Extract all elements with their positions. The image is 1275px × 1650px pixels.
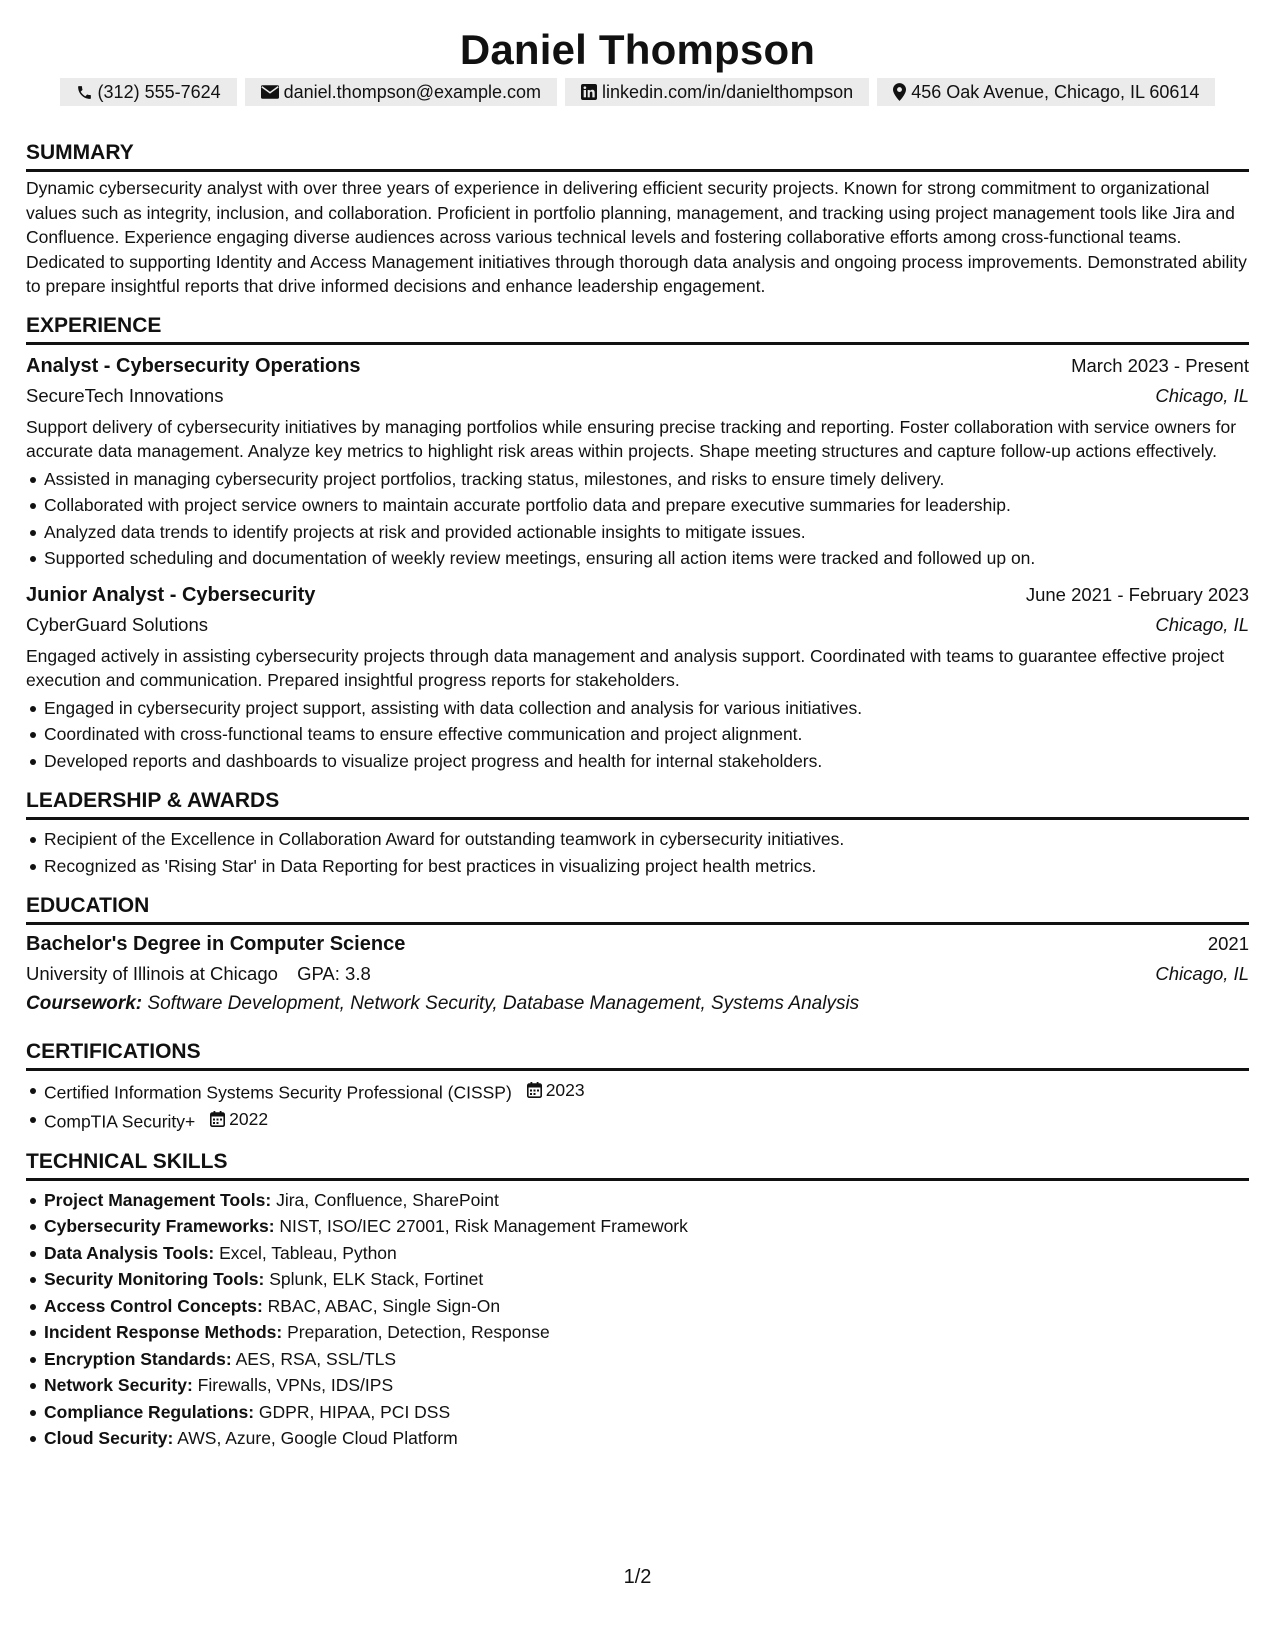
cert-date: [210, 1106, 268, 1133]
job-location: Chicago, IL: [1155, 384, 1249, 406]
address-chip[interactable]: [877, 78, 1215, 106]
skill-item: [26, 1187, 1249, 1214]
list-item: [26, 1106, 1249, 1135]
education-section: [26, 893, 1249, 1019]
resume-page: [26, 0, 1249, 1452]
skill-item: [26, 1213, 1249, 1240]
skill-label: Cybersecurity Frameworks:: [44, 1216, 275, 1236]
school-name: University of Illinois at Chicago: [26, 963, 278, 984]
section-heading: EDUCATION: [26, 893, 1249, 925]
school-location: Chicago, IL: [1155, 963, 1249, 984]
skill-label: Cloud Security:: [44, 1428, 174, 1448]
phone-icon: [76, 84, 93, 101]
list-item: Recipient of the Excellence in Collaboration Award for outstanding teamwork in cybersecurity initiatives.: [26, 826, 1249, 853]
coursework-line: [26, 989, 1249, 1019]
list-item: Coordinated with cross-functional teams to ensure effective communication and project alignment.: [26, 721, 1249, 748]
skill-value: GDPR, HIPAA, PCI DSS: [258, 1401, 451, 1422]
skill-item: [26, 1372, 1249, 1399]
gpa: GPA: 3.8: [297, 963, 371, 984]
calendar-icon: [210, 1111, 225, 1127]
skill-label: Access Control Concepts:: [44, 1295, 263, 1316]
cert-year-text: 2023: [545, 1080, 585, 1100]
experience-section: [26, 313, 1249, 775]
skill-item: [26, 1319, 1249, 1346]
linkedin-icon: [581, 84, 597, 100]
phone-text: (312) 555-7624: [97, 81, 221, 102]
linkedin-chip[interactable]: [565, 78, 869, 106]
skill-item: [26, 1425, 1249, 1452]
job-dates: June 2021 - February 2023: [1025, 583, 1249, 605]
list-item: Engaged in cybersecurity project support, assisting with data collection and analysis for various initiatives.: [26, 695, 1249, 722]
list-item: Assisted in managing cybersecurity project portfolios, tracking status, milestones, and risks to ensure timely delivery.: [26, 466, 1249, 493]
list-item: Supported scheduling and documentation of weekly review meetings, ensuring all action items were tracked and followed up on.: [26, 545, 1249, 572]
graduation-year: 2021: [1207, 933, 1249, 954]
linkedin-text: linkedin.com/in/danielthompson: [602, 81, 854, 102]
skill-item: [26, 1266, 1249, 1293]
map-marker-icon: [893, 83, 906, 101]
skills-list: [26, 1187, 1249, 1452]
skill-item: [26, 1293, 1249, 1320]
awards-section: [26, 788, 1249, 879]
address-text: 456 Oak Avenue, Chicago, IL 60614: [911, 81, 1200, 102]
skill-item: [26, 1240, 1249, 1267]
job-entry: [26, 580, 1249, 775]
cert-date: [527, 1077, 585, 1104]
job-title: Junior Analyst - Cybersecurity: [26, 583, 316, 606]
contact-bar: [26, 78, 1249, 106]
email-chip[interactable]: [245, 78, 557, 106]
skill-value: AWS, Azure, Google Cloud Platform: [177, 1428, 458, 1448]
phone-chip[interactable]: [60, 78, 237, 106]
summary-section: [26, 140, 1249, 299]
company-name: SecureTech Innovations: [26, 384, 224, 406]
section-heading: CERTIFICATIONS: [26, 1039, 1249, 1071]
skill-value: AES, RSA, SSL/TLS: [235, 1348, 397, 1369]
summary-text: Dynamic cybersecurity analyst with over three years of experience in delivering efficient security projects. Known for strong commitment to organizational values such as integrity, inclusion, and collaboration. Proficient in portfolio planning, management, and tracking using project management tools like Jira and Confluence. Experience engaging diverse audiences across various technical levels and fostering collaborative efforts among cross-functional teams. Dedicated to supporting Identity and Access Management initiatives through thorough data analysis and ongoing process improvements. Demonstrated ability to prepare insightful reports that drive informed decisions and enhance leadership engagement.: [26, 178, 1247, 296]
section-heading: LEADERSHIP & AWARDS: [26, 788, 1249, 820]
degree-title: Bachelor's Degree in Computer Science: [26, 933, 406, 955]
list-item: Analyzed data trends to identify projects at risk and provided actionable insights to mitigate issues.: [26, 519, 1249, 546]
skill-value: Jira, Confluence, SharePoint: [276, 1189, 499, 1210]
job-bullets: [26, 695, 1249, 775]
calendar-icon: [527, 1082, 542, 1098]
skill-label: Compliance Regulations:: [44, 1401, 255, 1422]
job-title: Analyst - Cybersecurity Operations: [26, 354, 361, 377]
list-item: Collaborated with project service owners to maintain accurate portfolio data and prepare executive summaries for leadership.: [26, 492, 1249, 519]
job-description: Support delivery of cybersecurity initiatives by managing portfolios while ensuring precise tracking and reporting. Foster collaboration with service owners for accurate data management. Analyze key metrics to highlight risk areas within projects. Shape meeting structures and capture follow-up actions effectively.: [26, 416, 1237, 461]
coursework-label: Coursework:: [26, 993, 143, 1014]
list-item: Recognized as 'Rising Star' in Data Reporting for best practices in visualizing project health metrics.: [26, 853, 1249, 880]
skill-label: Encryption Standards:: [44, 1348, 232, 1369]
skill-label: Incident Response Methods:: [44, 1322, 283, 1342]
job-bullets: [26, 466, 1249, 572]
skill-value: Splunk, ELK Stack, Fortinet: [269, 1269, 484, 1289]
skill-label: Data Analysis Tools:: [44, 1242, 215, 1263]
coursework-list: Software Development, Network Security, Database Management, Systems Analysis: [147, 993, 860, 1014]
job-entry: [26, 351, 1249, 572]
email-text: daniel.thompson@example.com: [283, 81, 542, 102]
job-dates: March 2023 - Present: [1071, 354, 1249, 376]
skill-value: Preparation, Detection, Response: [287, 1322, 550, 1342]
skill-value: Firewalls, VPNs, IDS/IPS: [197, 1375, 394, 1395]
skill-label: Network Security:: [44, 1375, 193, 1395]
envelope-icon: [261, 85, 279, 99]
skill-item: [26, 1346, 1249, 1373]
section-heading: EXPERIENCE: [26, 313, 1249, 345]
awards-list: [26, 826, 1249, 879]
skill-value: RBAC, ABAC, Single Sign-On: [267, 1295, 501, 1316]
cert-year-text: 2022: [229, 1108, 269, 1129]
certifications-section: [26, 1039, 1249, 1135]
page-number: 1/2: [623, 1566, 652, 1588]
school-line: [26, 959, 371, 989]
skill-value: NIST, ISO/IEC 27001, Risk Management Framework: [279, 1216, 688, 1236]
skills-section: [26, 1149, 1249, 1452]
job-description: Engaged actively in assisting cybersecurity projects through data management and analysis support. Coordinated with teams to guarantee effective project execution and communication. Prepared insightful progress reports for stakeholders.: [26, 645, 1225, 690]
skill-value: Excel, Tableau, Python: [219, 1242, 397, 1263]
skill-item: [26, 1399, 1249, 1426]
certifications-list: [26, 1077, 1249, 1135]
cert-name: Certified Information Systems Security Professional (CISSP): [44, 1082, 512, 1103]
list-item: Developed reports and dashboards to visualize project progress and health for internal stakeholders.: [26, 748, 1249, 775]
company-name: CyberGuard Solutions: [26, 613, 209, 635]
job-location: Chicago, IL: [1155, 613, 1249, 635]
skill-label: Security Monitoring Tools:: [44, 1269, 265, 1289]
section-heading: SUMMARY: [26, 140, 1249, 172]
candidate-name: Daniel Thompson: [459, 26, 816, 73]
list-item: [26, 1077, 1249, 1106]
cert-name: CompTIA Security+: [44, 1111, 196, 1131]
skill-label: Project Management Tools:: [44, 1189, 272, 1210]
section-heading: TECHNICAL SKILLS: [26, 1149, 1249, 1181]
